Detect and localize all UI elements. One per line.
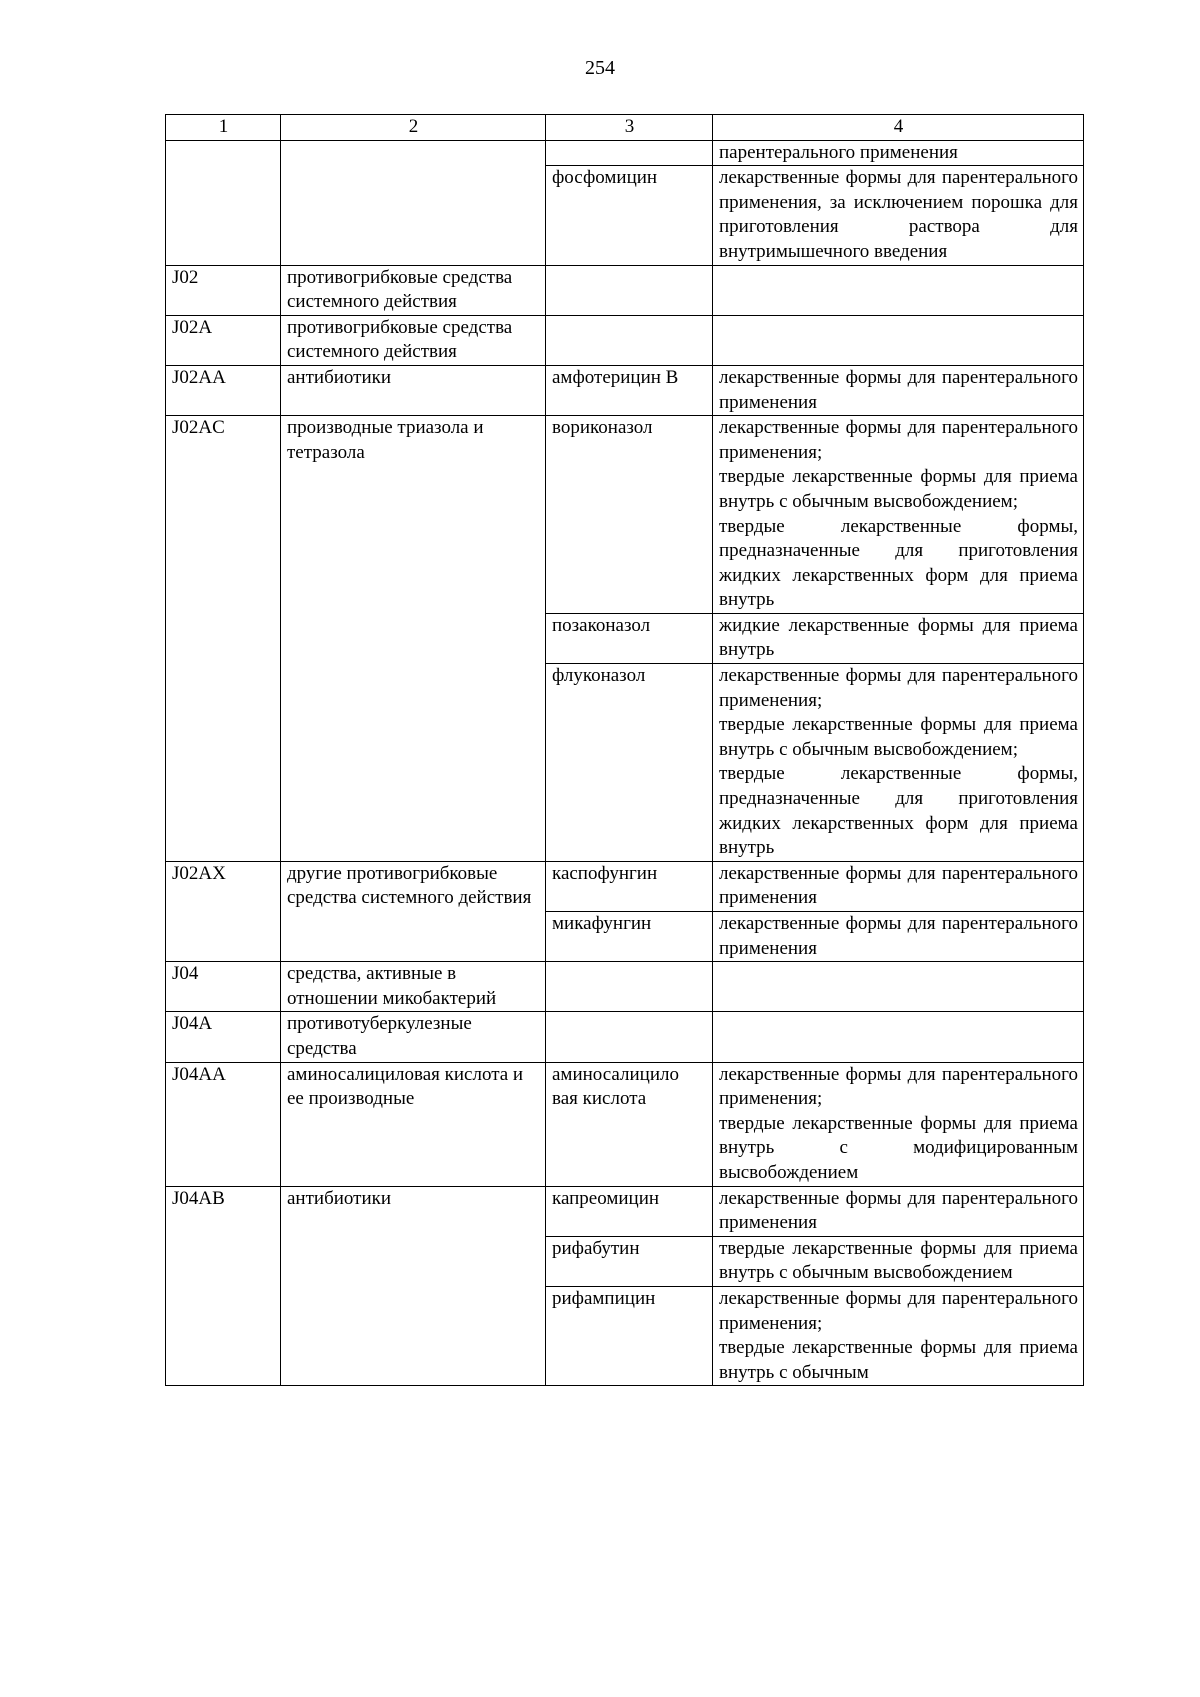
group-name-cell: противогрибковые средства системного действия — [281, 315, 546, 365]
table-row — [166, 1012, 1084, 1062]
group-name-cell: производные триазола и тетразола — [281, 416, 546, 862]
dosage-form-text: твердые лекарственные формы для приема внутрь с обычным высвобождением; — [719, 714, 1078, 760]
table-row — [166, 265, 1084, 315]
atc-code-cell: J04AB — [166, 1186, 281, 1386]
atc-code-cell: J04A — [166, 1012, 281, 1062]
drug-name-cell — [546, 315, 713, 365]
atc-code-cell: J02AX — [166, 861, 281, 961]
table-row — [166, 962, 1084, 1012]
drug-name-cell: капреомицин — [546, 1186, 713, 1236]
dosage-form-cell — [713, 265, 1084, 315]
dosage-form-text: лекарственные формы для парентерального применения — [719, 913, 1078, 959]
header-row — [166, 115, 1084, 141]
group-name-cell: антибиотики — [281, 1186, 546, 1386]
dosage-form-cell — [713, 1286, 1084, 1385]
drug-name-cell: рифампицин — [546, 1286, 713, 1385]
drug-name-cell — [546, 962, 713, 1012]
drug-name-cell: рифабутин — [546, 1236, 713, 1286]
dosage-form-text: твердые лекарственные формы для приема внутрь с обычным высвобождением; — [719, 466, 1078, 512]
dosage-form-text: лекарственные формы для парентерального применения — [719, 366, 1078, 413]
dosage-form-text: парентерального применения — [719, 141, 958, 163]
dosage-form-cell — [713, 613, 1084, 663]
group-name-cell: противогрибковые средства системного действия — [281, 265, 546, 315]
drug-name-cell: позаконазол — [546, 613, 713, 663]
dosage-form-cell — [713, 664, 1084, 862]
dosage-form-cell — [713, 315, 1084, 365]
dosage-form-cell — [713, 1236, 1084, 1286]
dosage-form-cell — [713, 912, 1084, 962]
dosage-form-text: лекарственные формы для парентерального применения; — [719, 1063, 1078, 1110]
table-row — [166, 1186, 1084, 1236]
dosage-form-text: лекарственные формы для парентерального применения; — [719, 665, 1078, 711]
dosage-form-text: лекарственные формы для парентерального применения; — [719, 417, 1078, 463]
atc-code-cell — [166, 140, 281, 265]
group-name-cell: антибиотики — [281, 365, 546, 415]
atc-code-cell: J04AA — [166, 1062, 281, 1186]
drug-name-cell — [546, 140, 713, 166]
dosage-form-text: твердые лекарственные формы, предназначенные для приготовления жидких лекарственных форм для приема внутрь — [719, 515, 1078, 611]
drug-name-cell: вориконазол — [546, 416, 713, 614]
atc-code-cell: J02 — [166, 265, 281, 315]
table-row — [166, 416, 1084, 614]
drug-name-cell — [546, 265, 713, 315]
group-name-cell: противотуберкулезные средства — [281, 1012, 546, 1062]
group-name-cell: средства, активные в отношении микобактерий — [281, 962, 546, 1012]
dosage-form-text: лекарственные формы для парентерального применения — [719, 1187, 1078, 1234]
atc-code-cell: J02AA — [166, 365, 281, 415]
atc-code-cell: J04 — [166, 962, 281, 1012]
dosage-form-text: твердые лекарственные формы для приема внутрь с обычным — [719, 1337, 1078, 1383]
drug-name-cell — [546, 1012, 713, 1062]
drug-name-cell: аминосалицило вая кислота — [546, 1062, 713, 1186]
drug-name-cell: флуконазол — [546, 664, 713, 862]
dosage-form-text: лекарственные формы для парентерального применения, за исключением порошка для приготовления раствора для внутримышечного введения — [719, 167, 1078, 262]
dosage-form-cell — [713, 861, 1084, 911]
dosage-form-cell — [713, 962, 1084, 1012]
dosage-form-cell — [713, 166, 1084, 265]
header-cell: 2 — [281, 115, 546, 141]
table-row — [166, 140, 1084, 166]
drug-name-cell: каспофунгин — [546, 861, 713, 911]
atc-code-cell: J02AC — [166, 416, 281, 862]
dosage-form-cell — [713, 140, 1084, 166]
dosage-form-cell — [713, 416, 1084, 614]
group-name-cell — [281, 140, 546, 265]
drug-name-cell: микафунгин — [546, 912, 713, 962]
dosage-form-text: лекарственные формы для парентерального применения — [719, 862, 1078, 909]
header-cell: 4 — [713, 115, 1084, 141]
table-row — [166, 861, 1084, 911]
header-cell: 3 — [546, 115, 713, 141]
drug-list-table — [165, 114, 1084, 1386]
table-row — [166, 315, 1084, 365]
dosage-form-text: лекарственные формы для парентерального применения; — [719, 1287, 1078, 1334]
table-row — [166, 365, 1084, 415]
page-number: 254 — [585, 57, 615, 79]
atc-code-cell: J02A — [166, 315, 281, 365]
drug-name-cell: фосфомицин — [546, 166, 713, 265]
dosage-form-text: твердые лекарственные формы для приема внутрь с модифицированным высвобождением — [719, 1112, 1078, 1183]
dosage-form-cell — [713, 1012, 1084, 1062]
dosage-form-cell — [713, 365, 1084, 415]
drug-name-cell: амфотерицин B — [546, 365, 713, 415]
dosage-form-cell — [713, 1062, 1084, 1186]
group-name-cell: аминосалициловая кислота и ее производные — [281, 1062, 546, 1186]
group-name-cell: другие противогрибковые средства системного действия — [281, 861, 546, 961]
dosage-form-text: твердые лекарственные формы для приема внутрь с обычным высвобождением — [719, 1237, 1078, 1284]
table-body — [166, 140, 1084, 1386]
dosage-form-text: твердые лекарственные формы, предназначенные для приготовления жидких лекарственных форм для приема внутрь — [719, 763, 1078, 859]
dosage-form-cell — [713, 1186, 1084, 1236]
header-cell: 1 — [166, 115, 281, 141]
table-row — [166, 1062, 1084, 1186]
dosage-form-text: жидкие лекарственные формы для приема внутрь — [719, 614, 1078, 661]
